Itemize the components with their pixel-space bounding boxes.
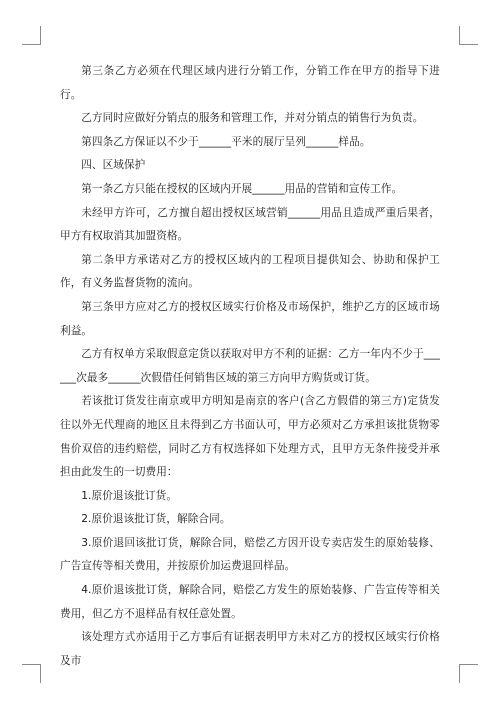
list-item: 3.原价退回该批订货，解除合同，赔偿乙方因开设专卖店发生的原始装修、广告宣传等相关费用，并按原价加运费退回样品。: [60, 536, 440, 573]
list-item: 4.原价退该批订货，解除合同，赔偿乙方发生的原始装修、广告宣传等相关费用，但乙方不退样品有权任意处置。: [60, 584, 440, 620]
crop-mark-top-left: [22, 26, 41, 45]
paragraph: 若该批订货发往南京或甲方明知是南京的客户(含乙方假借的第三方)定货发往以外无代理商的地区且未得到乙方书面认可，甲方必须对乙方承担该批货物零售价双倍的违约赔偿，同时乙方有权选择如下处理方式，且甲方无条件接受并承担由此发生的一切费用：: [60, 395, 440, 479]
list-item: 1.原价退该批订货。: [81, 489, 178, 502]
document-page: [60, 60, 440, 673]
list-item: 2.原价退该批订货，解除合同。: [81, 513, 231, 526]
paragraph: 乙方有权单方采取假意定货以获取对甲方不利的证据：乙方一年内不少于______次最多______次假借任何销售区域的第三方向甲方购货或订货。: [60, 348, 440, 384]
section-heading: 四、区域保护: [81, 159, 146, 172]
crop-mark-top-right: [459, 26, 478, 45]
paragraph: 第二条甲方承诺对乙方的授权区域内的工程项目提供知会、协助和保护工作，有义务监督货物的流向。: [60, 253, 440, 290]
paragraph: 第三条乙方必须在代理区域内进行分销工作，分销工作在甲方的指导下进行。: [60, 65, 440, 101]
paragraph: 乙方同时应做好分销点的服务和管理工作，并对分销点的销售行为负责。: [81, 112, 424, 125]
paragraph: 未经甲方许可，乙方擅自超出授权区域营销______用品且造成严重后果者，甲方有权取消其加盟资格。: [60, 206, 440, 243]
paragraph: 第三条甲方应对乙方的授权区域实行价格及市场保护，维护乙方的区域市场利益。: [60, 300, 440, 337]
crop-mark-bottom-left: [22, 664, 41, 683]
crop-mark-bottom-right: [459, 664, 478, 683]
paragraph: 该处理方式亦适用于乙方事后有证据表明甲方未对乙方的授权区域实行价格及市: [60, 631, 440, 667]
paragraph: 第四条乙方保证以不少于______平米的展厅呈列______样品。: [81, 135, 371, 148]
paragraph: 第一条乙方只能在授权的区域内开展______用品的营销和宣传工作。: [81, 182, 403, 195]
